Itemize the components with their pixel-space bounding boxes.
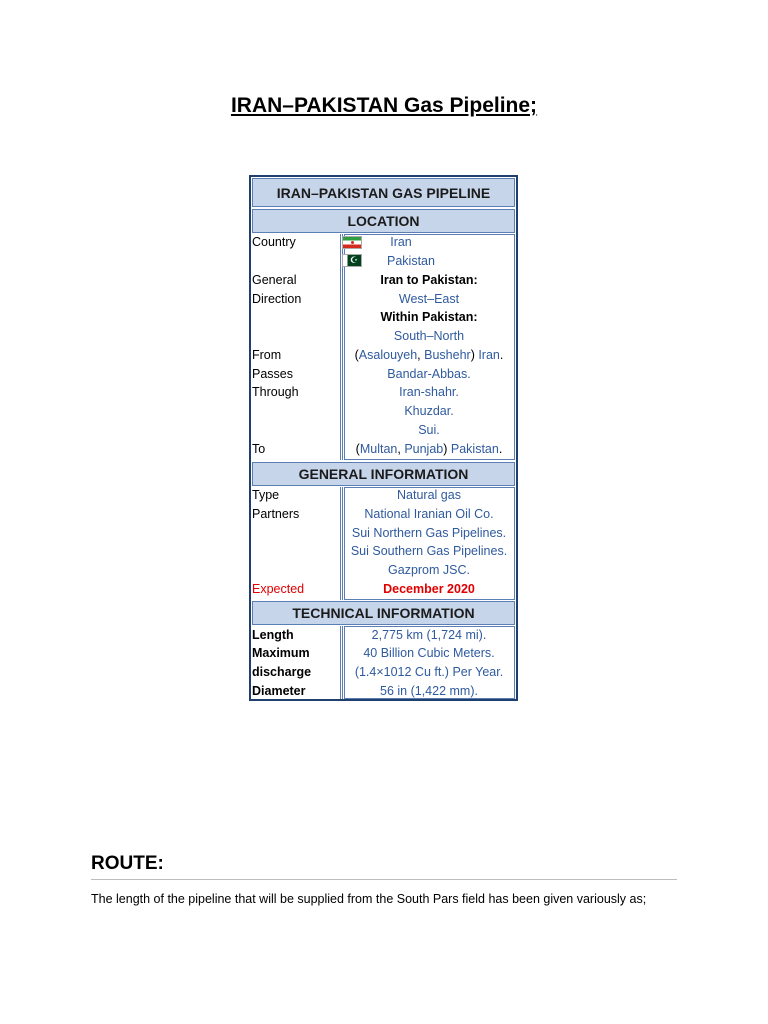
column-divider [340, 487, 343, 600]
length-value: 2,775 km (1,724 mi). [371, 628, 487, 642]
country-label: Country [252, 235, 296, 249]
comma-separator: , [417, 348, 425, 362]
period: . [498, 442, 503, 456]
page-title: IRAN–PAKISTAN Gas Pipeline; [230, 94, 538, 117]
location-heading: LOCATION [252, 209, 515, 233]
partner-ssgp-link[interactable]: Sui Southern Gas Pipelines. [350, 544, 508, 558]
route-paragraph: The length of the pipeline that will be supplied from the South Pars field has been given variously as; [91, 892, 647, 906]
direction-label-direction: Direction [252, 292, 302, 306]
route-divider [91, 879, 677, 880]
passes-iran-shahr[interactable]: Iran-shahr. [399, 385, 459, 399]
from-value [344, 348, 514, 362]
iran-flag-icon [342, 236, 362, 249]
to-value [344, 442, 514, 456]
partner-sngp-link[interactable]: Sui Northern Gas Pipelines. [351, 526, 507, 540]
bushehr-link[interactable]: Bushehr [424, 348, 471, 362]
west-east-link[interactable]: West–East [398, 292, 460, 306]
maximum-label: Maximum [252, 646, 310, 660]
discharge-label: discharge [252, 665, 312, 679]
country-pakistan-link[interactable]: Pakistan [387, 254, 435, 268]
passes-bandar-abbas[interactable]: Bandar-Abbas. [387, 367, 471, 381]
column-divider [340, 234, 343, 460]
through-label: Through [252, 385, 299, 399]
discharge-value-2: (1.4×1012 Cu ft.) Per Year. [354, 665, 504, 679]
iran-link[interactable]: Iran [478, 348, 500, 362]
diameter-label: Diameter [252, 684, 306, 698]
pakistan-flag-icon: ☪ [342, 254, 362, 267]
discharge-value-1: 40 Billion Cubic Meters. [363, 646, 495, 660]
length-label: Length [252, 628, 294, 642]
multan-link[interactable]: Multan [359, 442, 398, 456]
punjab-link[interactable]: Punjab [404, 442, 444, 456]
pipeline-infobox [249, 175, 518, 701]
direction-label-general: General [252, 273, 297, 287]
partner-gazprom-link[interactable]: Gazprom JSC. [388, 563, 470, 577]
type-label: Type [252, 488, 280, 502]
paren-open: ( [355, 442, 360, 456]
iran-to-pakistan-heading: Iran to Pakistan: [380, 273, 478, 287]
partner-nioc-link[interactable]: National Iranian Oil Co. [364, 507, 494, 521]
passes-label: Passes [252, 367, 293, 381]
country-iran-link[interactable]: Iran [390, 235, 412, 249]
diameter-value: 56 in (1,422 mm). [380, 684, 478, 698]
general-information-heading: GENERAL INFORMATION [252, 462, 515, 486]
asalouyeh-link[interactable]: Asalouyeh [358, 348, 418, 362]
paren-close: ) [470, 348, 479, 362]
column-divider [340, 626, 343, 699]
natural-gas-link[interactable]: Natural gas [397, 488, 461, 502]
passes-khuzdar[interactable]: Khuzdar. [404, 404, 454, 418]
to-label: To [252, 442, 266, 456]
paren-close: ) [443, 442, 451, 456]
partners-label: Partners [252, 507, 300, 521]
infobox-title: IRAN–PAKISTAN GAS PIPELINE [252, 178, 515, 207]
technical-information-heading: TECHNICAL INFORMATION [252, 601, 515, 625]
period: . [499, 348, 504, 362]
from-label: From [252, 348, 282, 362]
passes-sui[interactable]: Sui. [418, 423, 440, 437]
comma-separator: , [397, 442, 405, 456]
paren-open: ( [354, 348, 359, 362]
route-heading: ROUTE: [91, 853, 164, 874]
pakistan-link[interactable]: Pakistan [450, 442, 499, 456]
expected-value: December 2020 [383, 582, 475, 596]
south-north-link[interactable]: South–North [393, 329, 465, 343]
expected-label: Expected [252, 582, 305, 596]
within-pakistan-heading: Within Pakistan: [380, 310, 478, 324]
